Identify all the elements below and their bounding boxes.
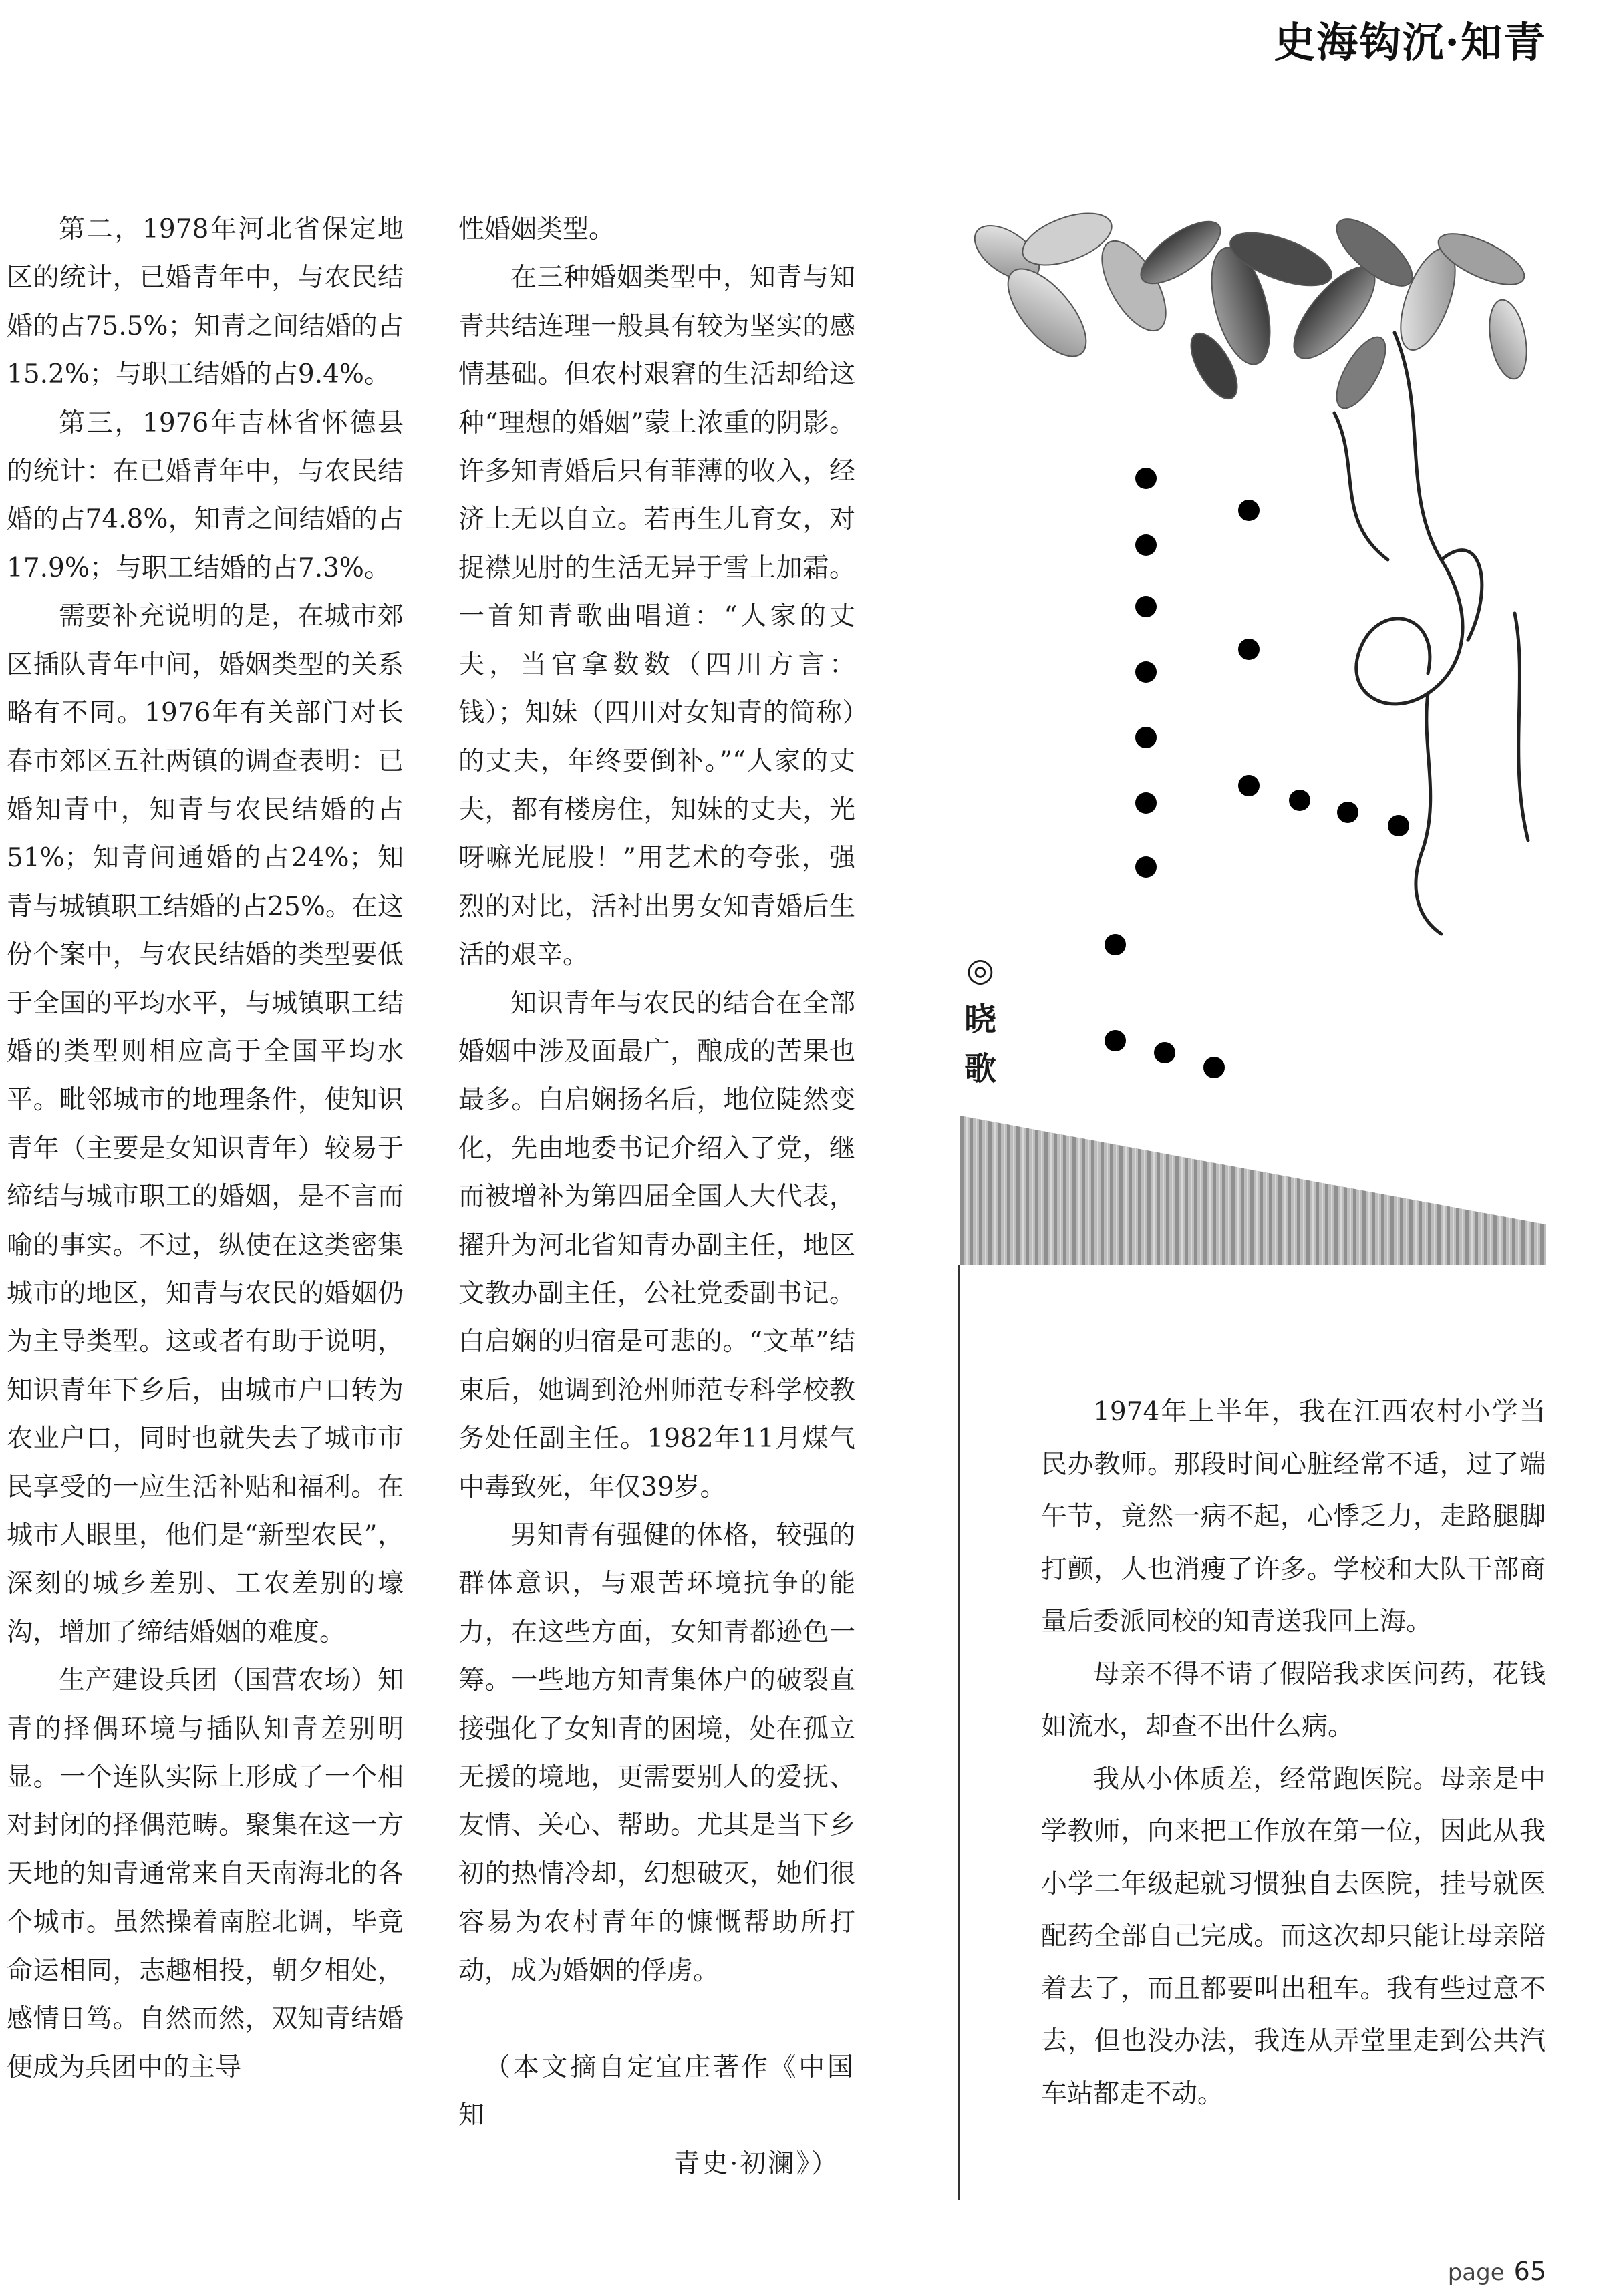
decorative-illustration	[960, 212, 1546, 1265]
vine	[1334, 333, 1528, 934]
paragraph: 1974年上半年，我在江西农村小学当民办教师。那段时间心脏经常不适，过了端午节，竟然一病不起，心悸乏力，走路腿脚打颤，人也消瘦了许多。学校和大队干部商量后委派同校的知青送我回上海。	[1041, 1397, 1546, 1637]
page-number-value: 65	[1513, 2257, 1546, 2286]
paragraph: 我从小体质差，经常跑医院。母亲是中学教师，向来把工作放在第一位，因此从我小学二年级起就习惯独自去医院，挂号就医配药全部自己完成。而这次却只能让母亲陪着去了，而且都要叫出租车。我有些过意不去，但也没办法，我连从弄堂里走到公共汽车站都走不动。	[1041, 1764, 1546, 2109]
paragraph-continuation: 性婚姻类型。	[458, 214, 615, 244]
paragraph: 在三种婚姻类型中，知青与知青共结连理一般具有较为坚实的感情基础。但农村艰窘的生活却给这种“理想的婚姻”蒙上浓重的阴影。许多知青婚后只有菲薄的收入，经济上无以自立。若再生儿育女，对捉襟见肘的生活无异于雪上加霜。一首知青歌曲唱道：“人家的丈夫，当官拿数数（四川方言：钱）；知妹（四川对女知青的简称）的丈夫，年终要倒补。”“人家的丈夫，都有楼房住，知妹的丈夫，光呀嘛光屁股！”用艺术的夸张，强烈的对比，活衬出男女知青婚后生活的艰辛。	[458, 263, 855, 971]
byline	[960, 945, 1000, 1094]
paragraph: 男知青有强健的体格，较强的群体意识，与艰苦环境抗争的能力，在这些方面，女知青都逊色一筹。一些地方知青集体户的破裂直接强化了女知青的困境，处在孤立无援的境地，更需要别人的爱抚、友情、关心、帮助。尤其是当下乡初的热情冷却，幻想破灭，她们很容易为农村青年的慷慨帮助所打动，成为婚姻的俘虏。	[458, 1520, 855, 1986]
paragraph: 母亲不得不请了假陪我求医问药，花钱如流水，却查不出什么病。	[1041, 1659, 1546, 1742]
section-title: 史海钩沉·知青	[1274, 18, 1546, 67]
byline-mark: ◎	[966, 951, 994, 989]
author-name-char: 歌	[964, 1050, 996, 1088]
article-column-1	[7, 206, 404, 2092]
article-column-2	[458, 206, 855, 2188]
source-note-line-1: （本文摘自定宜庄著作《中国知	[458, 2052, 855, 2131]
paragraph: 第二，1978年河北省保定地区的统计，已婚青年中，与农民结婚的占75.5%；知青之间结婚的占15.2%；与职工结婚的占9.4%。	[7, 214, 404, 390]
author-name-char: 晓	[964, 1001, 996, 1038]
page-number	[1448, 2257, 1546, 2286]
paragraph: 第三，1976年吉林省怀德县的统计：在已婚青年中，与农民结婚的占74.8%，知青之间结婚的占17.9%；与职工结婚的占7.3%。	[7, 407, 404, 583]
decorative-dots	[1105, 468, 1409, 1078]
paragraph: 知识青年与农民的结合在全部婚姻中涉及面最广，酿成的苦果也最多。白启娴扬名后，地位陡然变化，先由地委书记介绍入了党，继而被增补为第四届全国人大代表，擢升为河北省知青办副主任，地区文教办副主任，公社党委副书记。白启娴的归宿是可悲的。“文革”结束后，她调到沧州师范专科学校教务处任副主任。1982年11月煤气中毒致死，年仅39岁。	[458, 988, 855, 1502]
paragraph: 需要补充说明的是，在城市郊区插队青年中间，婚姻类型的关系略有不同。1976年有关部门对长春市郊区五社两镇的调查表明：已婚知青中，知青与农民结婚的占51%；知青间通婚的占24%；知青与城镇职工结婚的占25%。在这份个案中，与农民结婚的类型要低于全国的平均水平，与城镇职工结婚的类型则相应高于全国平均水平。毗邻城市的地理条件，使知识青年（主要是女知识青年）较易于缔结与城市职工的婚姻，是不言而喻的事实。不过，纵使在这类密集城市的地区，知青与农民的婚姻仍为主导类型。这或者有助于说明，知识青年下乡后，由城市户口转为农业户口，同时也就失去了城市市民享受的一应生活补贴和福利。在城市人眼里，他们是“新型农民”，深刻的城乡差别、工农差别的壕沟，增加了缔结婚姻的难度。	[7, 601, 404, 1647]
article-column-3	[1041, 1386, 1546, 2120]
striped-band	[960, 1116, 1546, 1265]
column-divider	[958, 1265, 960, 2200]
source-note	[458, 2043, 855, 2188]
source-note-line-2: 青史·初澜》）	[674, 2148, 839, 2179]
paragraph: 生产建设兵团（国营农场）知青的择偶环境与插队知青差别明显。一个连队实际上形成了一个相对封闭的择偶范畴。聚集在这一方天地的知青通常来自天南海北的各个城市。虽然操着南腔北调，毕竟命运相同，志趣相投，朝夕相处，感情日笃。自然而然，双知青结婚便成为兵团中的主导	[7, 1665, 404, 2083]
page-label: page	[1447, 2259, 1505, 2286]
leaves	[966, 212, 1532, 416]
